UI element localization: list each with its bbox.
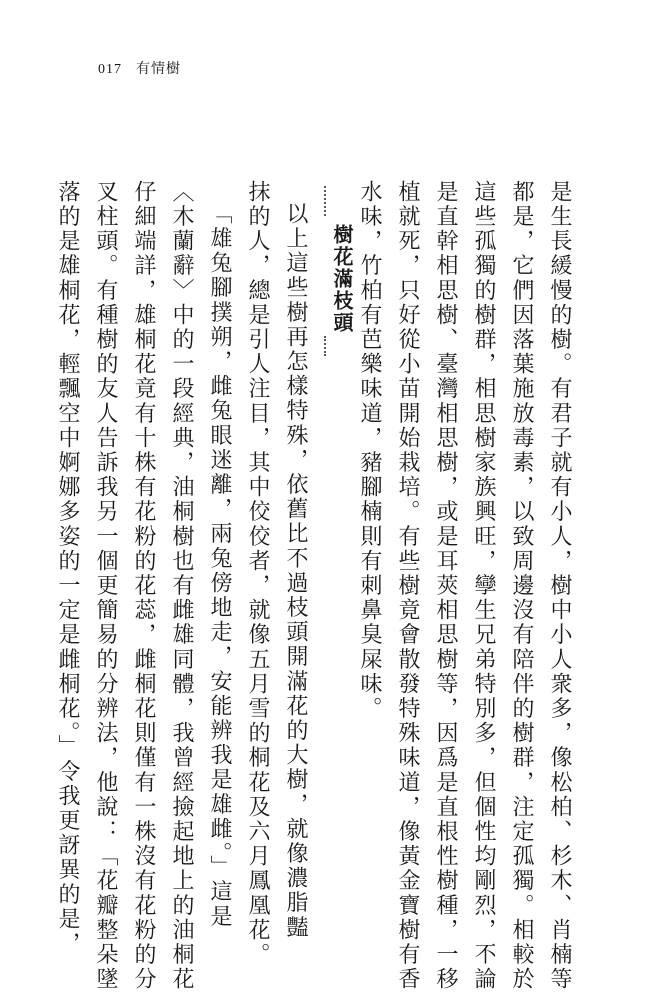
text-column: 都是，它們因落葉施放毒素，以致周邊沒有陪伴的樹群，注定孤獨。相較於 xyxy=(509,180,534,992)
section-heading xyxy=(324,186,354,886)
text-column: 這些孤獨的樹群，相思樹家族興旺，孿生兄弟特別多，但個性均剛烈，不論 xyxy=(471,180,496,992)
text-column: 是直幹相思樹、臺灣相思樹，或是耳莢相思樹等，因爲是直根性樹種，一移 xyxy=(433,180,458,992)
text-column: 抹的人，總是引人注目，其中佼佼者，就像五月雪的桐花及六月鳳凰花。 xyxy=(245,180,270,968)
running-header xyxy=(98,58,181,78)
text-column: 是生長緩慢的樹。有君子就有小人，樹中小人衆多，像松柏、杉木、肖楠等 xyxy=(547,180,572,992)
text-column: 仔細端詳，雄桐花竟有十株有花粉的花蕊，雌桐花則僅有一株沒有花粉的分 xyxy=(131,180,156,992)
book-title: 有情樹 xyxy=(136,61,181,77)
text-column: 落的是雄桐花，輕飄空中婀娜多姿的一定是雌桐花。」令我更訝異的是， xyxy=(55,180,80,957)
section-title: 樹花滿枝頭 xyxy=(330,224,354,334)
text-column: 以上這些樹再怎樣特殊，依舊比不過枝頭開滿花的大樹，就像濃脂豔 xyxy=(283,202,308,940)
text-column: 叉柱頭。有種樹的友人告訴我另一個更簡易的分辨法，他說：「花瓣整朵墜 xyxy=(93,180,118,992)
dotted-rule-bottom xyxy=(324,336,330,356)
text-column: 〈木蘭辭〉中的一段經典，油桐樹也有雌雄同體，我曾經撿起地上的油桐花 xyxy=(169,180,194,992)
text-column: 「雄兔腳撲朔，雌兔眼迷離，兩兔傍地走，安能辨我是雄雌。」這是 xyxy=(207,202,232,929)
text-column: 水味，竹柏有芭樂味道，豬腳楠則有刺鼻臭屎味。 xyxy=(357,180,382,722)
dotted-rule-top xyxy=(324,186,330,216)
page-number: 017 xyxy=(98,62,122,77)
text-column: 植就死，只好從小苗開始栽培。有些樹竟會散發特殊味道，像黃金寶樹有香 xyxy=(395,180,420,992)
